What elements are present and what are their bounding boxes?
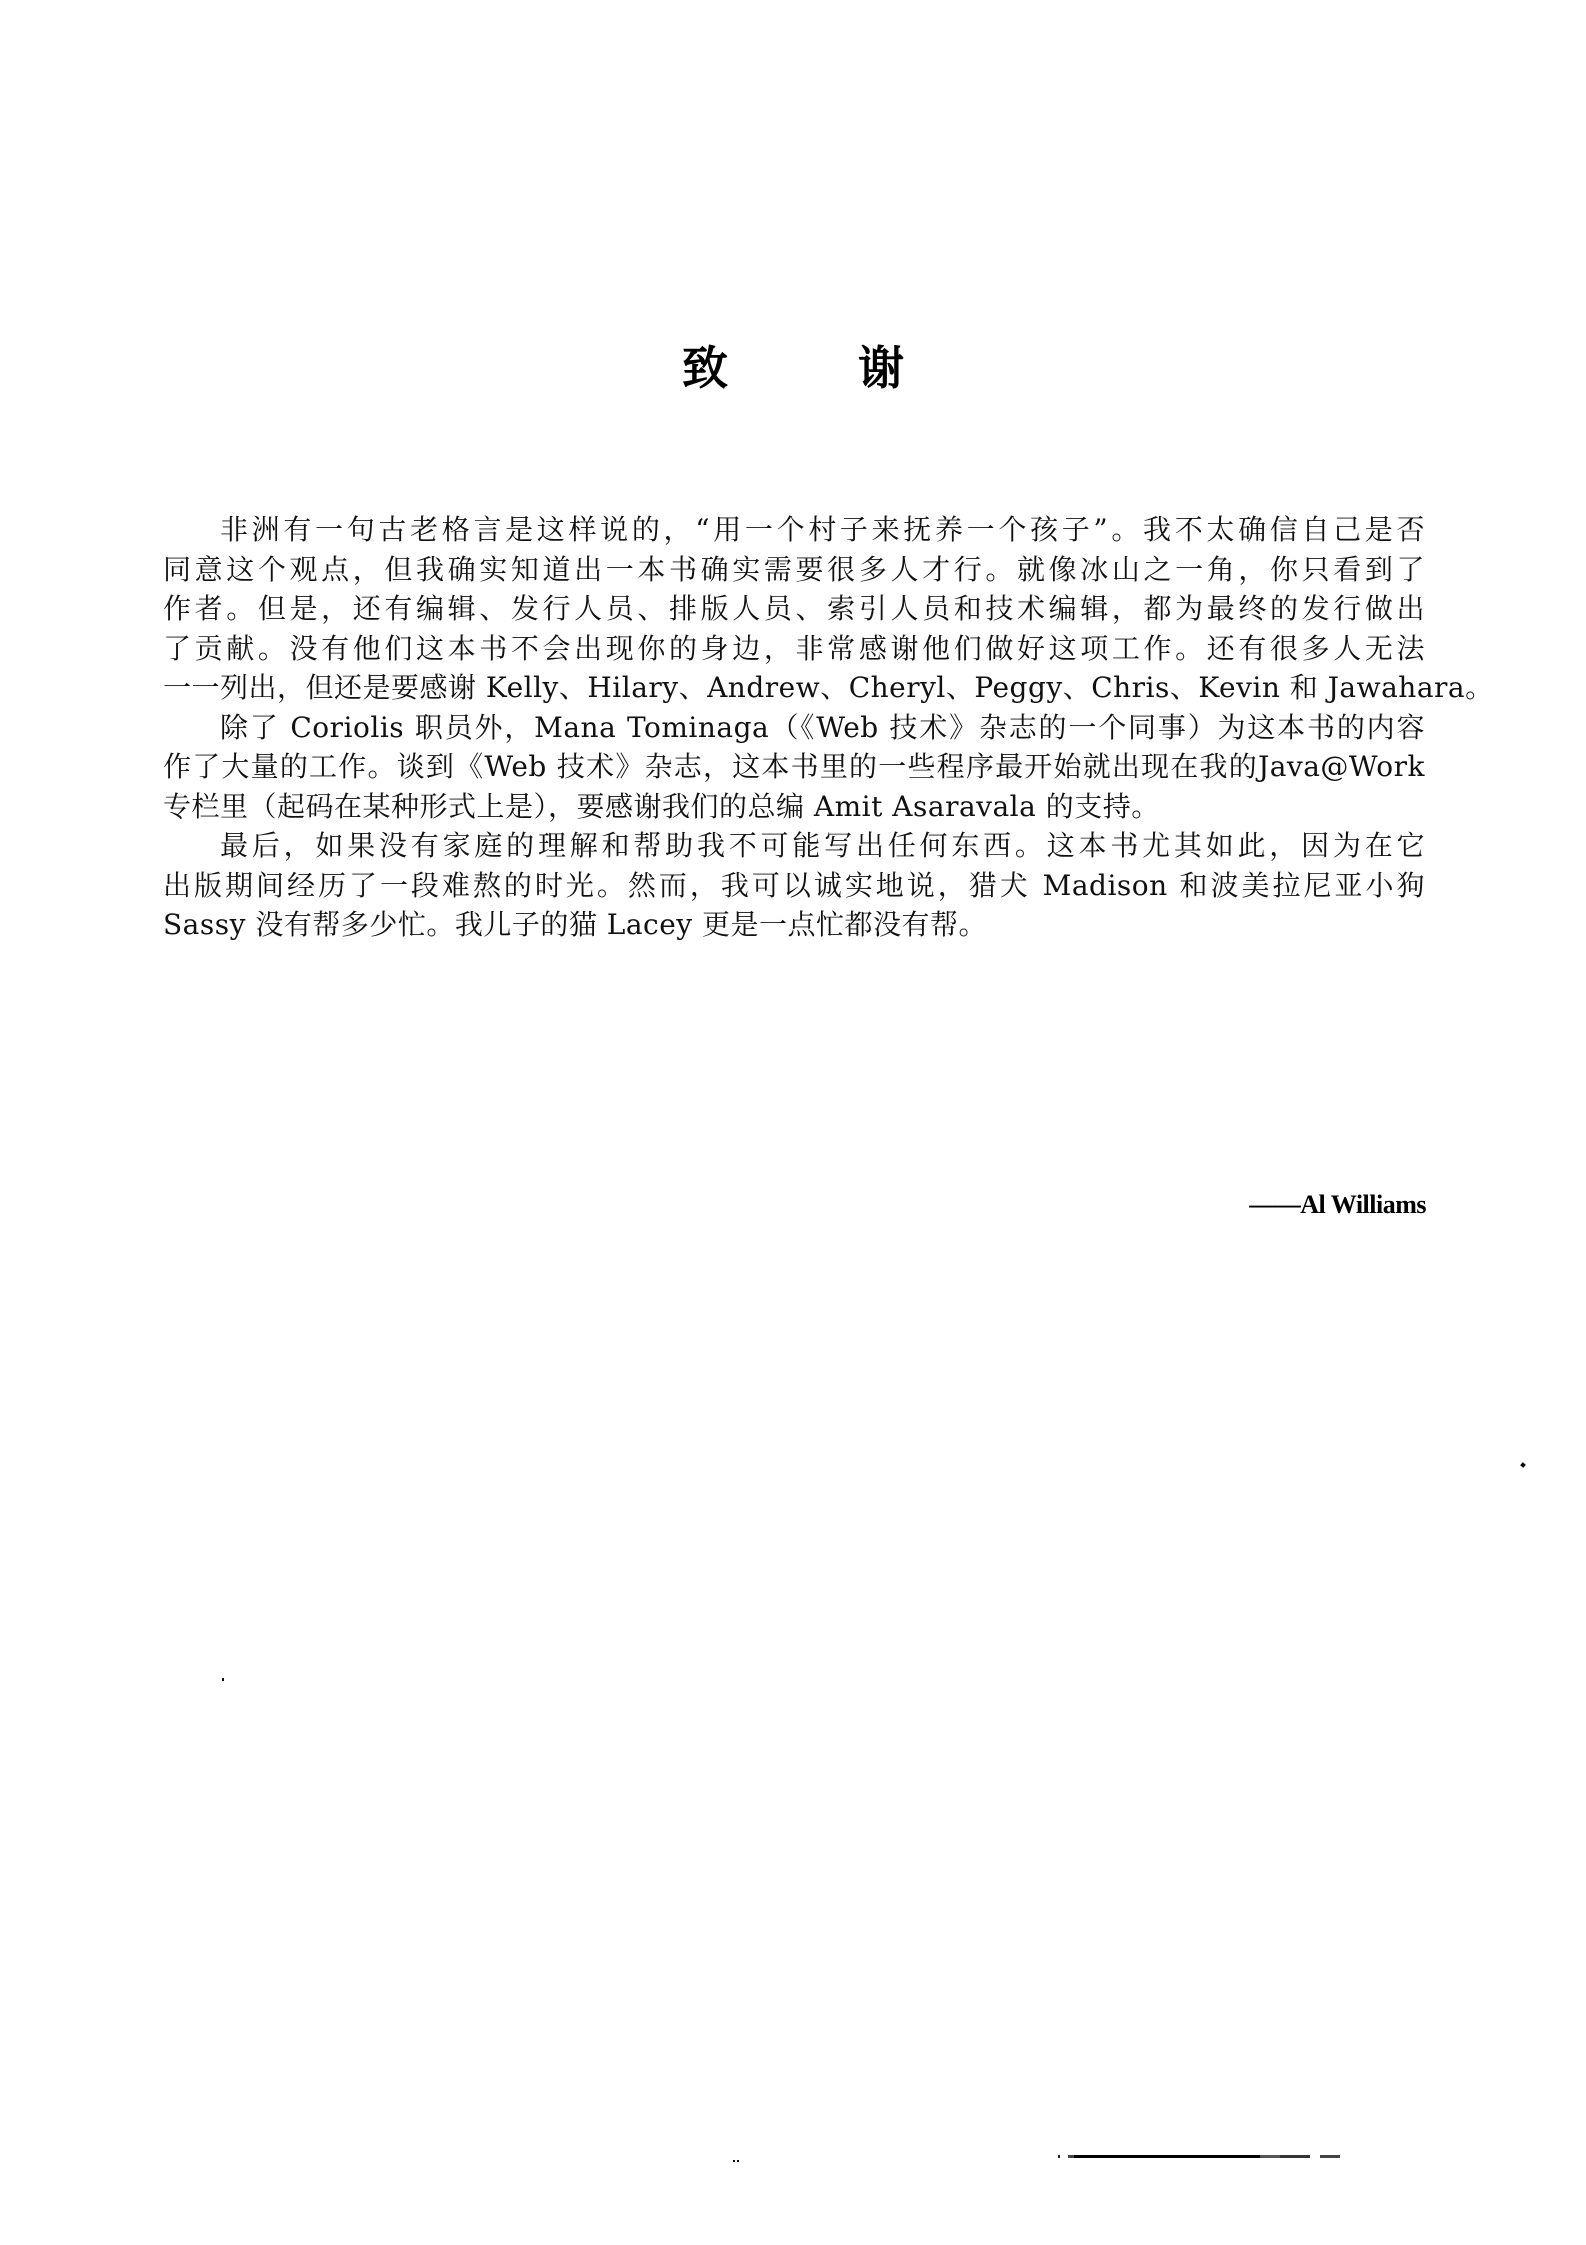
scan-artifact-rule xyxy=(1050,2155,1340,2158)
scan-speck xyxy=(737,2160,739,2162)
text-line: 非洲有一句古老格言是这样说的，“用一个村子来抚养一个孩子”。我不太确信自己是否 xyxy=(220,513,1425,546)
text-line: 除了 Coriolis 职员外，Mana Tominaga（《Web 技术》杂志的一个同事）为这本书的内容 xyxy=(220,710,1425,744)
text-line: 同意这个观点，但我确实知道出一本书确实需要很多人才行。就像冰山之一角，你只看到了 xyxy=(163,552,1425,586)
text-line: 一一列出，但还是要感谢 Kelly、Hilary、Andrew、Cheryl、Peggy、Chris、Kevin 和 Jawahara。 xyxy=(163,671,1494,704)
text-line: 作者。但是，还有编辑、发行人员、排版人员、索引人员和技术编辑，都为最终的发行做出 xyxy=(163,592,1425,625)
text-line: 专栏里（起码在某种形式上是），要感谢我们的总编 Amit Asaravala 的支持。 xyxy=(163,789,1160,823)
scan-speck xyxy=(1520,1462,1526,1468)
paragraph-3 xyxy=(163,826,1425,945)
text-line: 出版期间经历了一段难熬的时光。然而，我可以诚实地说，猎犬 Madison 和波美拉尼亚小狗 xyxy=(163,868,1425,902)
text-line: 了贡献。没有他们这本书不会出现你的身边，非常感谢他们做好这项工作。还有很多人无法 xyxy=(163,631,1425,665)
text-line: 作了大量的工作。谈到《Web 技术》杂志，这本书里的一些程序最开始就出现在我的Java@Work xyxy=(163,750,1425,783)
scan-speck xyxy=(733,2160,735,2162)
text-line: Sassy 没有帮多少忙。我儿子的猫 Lacey 更是一点忙都没有帮。 xyxy=(163,908,987,941)
author-signature: ——Al Williams xyxy=(1249,1190,1426,1219)
page-title xyxy=(0,338,1586,398)
text-line: 最后，如果没有家庭的理解和帮助我不可能写出任何东西。这本书尤其如此，因为在它 xyxy=(220,829,1425,862)
title-char-2: 谢 xyxy=(858,341,904,395)
title-char-1: 致 xyxy=(682,341,728,395)
scan-speck xyxy=(222,1678,224,1681)
paragraph-2 xyxy=(163,708,1425,827)
acknowledgements-body xyxy=(163,510,1494,945)
paragraph-1 xyxy=(163,510,1494,708)
